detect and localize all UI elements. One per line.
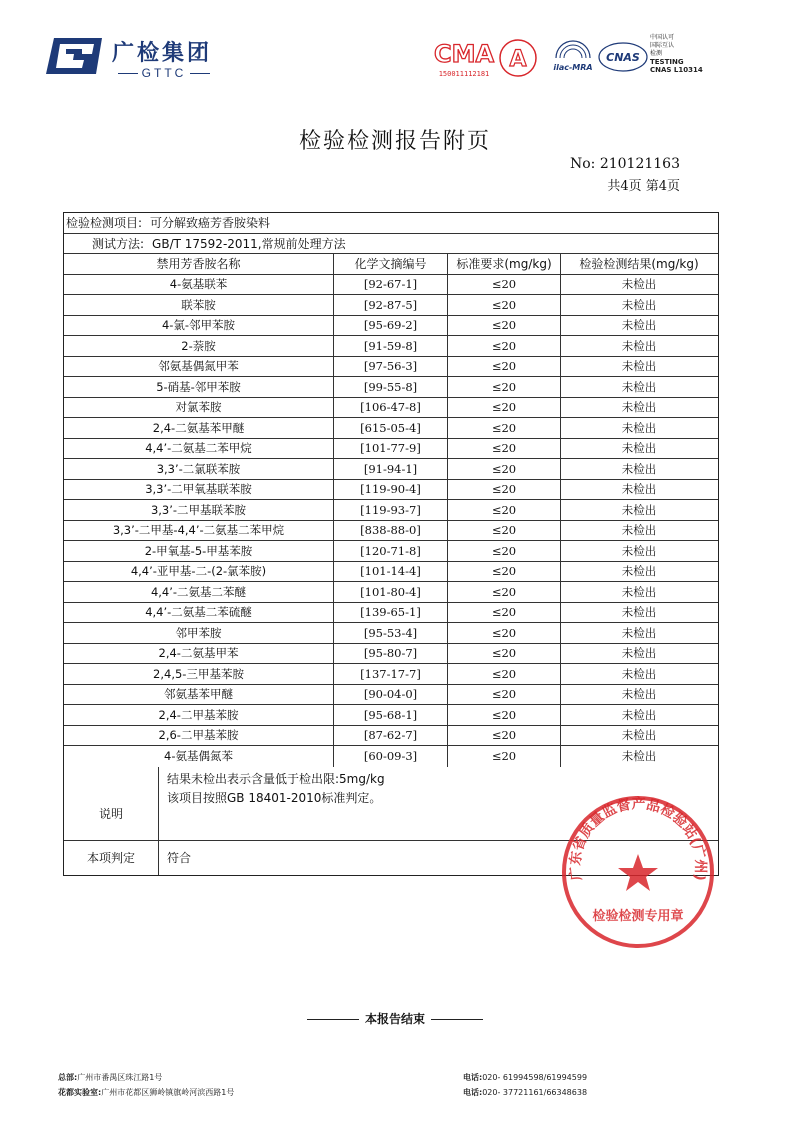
amine-name: 5-硝基-邻甲苯胺 (64, 377, 334, 397)
table-row (64, 746, 718, 767)
cas-number: [139-65-1] (334, 603, 448, 623)
amine-name: 4,4’-二氨基二苯硫醚 (64, 603, 334, 623)
svg-text:广东省质量监督产品检验站(广州): 广东省质量监督产品检验站(广州) (567, 796, 709, 882)
result-value: 未检出 (621, 297, 657, 312)
footer-phones: 电话:020- 61994598/61994599 电话:020- 37721161/66348638 (463, 1073, 588, 1097)
result-value: 未检出 (621, 707, 657, 722)
cas-number: [119-90-4] (334, 480, 448, 500)
cas-number: [101-80-4] (334, 582, 448, 602)
limit-value: ≤20 (448, 541, 561, 561)
svg-text:CMA: CMA (433, 40, 495, 68)
svg-text:150011112181: 150011112181 (438, 70, 490, 78)
cas-number: [99-55-8] (334, 377, 448, 397)
amine-name: 2,4,5-三甲基苯胺 (64, 664, 334, 684)
limit-value: ≤20 (448, 316, 561, 336)
result-value: 未检出 (621, 461, 657, 476)
table-row (64, 726, 718, 747)
result-value: 未检出 (621, 523, 657, 538)
gttc-logo-icon (44, 34, 104, 78)
amine-name: 邻甲苯胺 (64, 623, 334, 643)
limit-value: ≤20 (448, 603, 561, 623)
result-value: 未检出 (621, 502, 657, 517)
result-value: 未检出 (621, 564, 657, 579)
cas-number: [60-09-3] (334, 746, 448, 767)
report-end-mark: 本报告结束 (0, 1010, 790, 1027)
table-row (64, 377, 718, 398)
amine-name: 4-氨基偶氮苯 (64, 746, 334, 767)
amine-name: 2,4-二甲基苯胺 (64, 705, 334, 725)
cas-number: [119-93-7] (334, 500, 448, 520)
table-row (64, 582, 718, 603)
result-value: 未检出 (621, 728, 657, 743)
limit-value: ≤20 (448, 480, 561, 500)
table-row (64, 459, 718, 480)
table-row (64, 275, 718, 296)
limit-value: ≤20 (448, 664, 561, 684)
result-value: 未检出 (621, 749, 657, 764)
cas-number: [95-69-2] (334, 316, 448, 336)
cas-number: [91-59-8] (334, 336, 448, 356)
table-header-row (64, 254, 718, 275)
table-row (64, 480, 718, 501)
limit-value: ≤20 (448, 685, 561, 705)
cnas-cert-text: 中国认可 国际互认 检测 TESTING CNAS L10314 (650, 34, 703, 74)
page-title: 检验检测报告附页 (298, 129, 491, 154)
amine-name: 3,3’-二氯联苯胺 (64, 459, 334, 479)
amine-name: 2-萘胺 (64, 336, 334, 356)
result-value: 未检出 (621, 441, 657, 456)
table-row (64, 336, 718, 357)
amine-name: 2-甲氧基-5-甲基苯胺 (64, 541, 334, 561)
notes-body: 结果未检出表示含量低于检出限:5mg/kg 该项目按照GB 18401-2010标准判定。 (167, 771, 385, 805)
result-value: 未检出 (621, 625, 657, 640)
cas-number: [92-67-1] (334, 275, 448, 295)
cas-number: [838-88-0] (334, 521, 448, 541)
report-number: No: 210121163 (569, 156, 680, 172)
result-value: 未检出 (621, 605, 657, 620)
table-row (64, 418, 718, 439)
brand-name: 广检集团 (112, 41, 213, 66)
table-row (64, 705, 718, 726)
result-value: 未检出 (621, 584, 657, 599)
col-header-name: 禁用芳香胺名称 (64, 254, 334, 274)
limit-value: ≤20 (448, 746, 561, 767)
amine-name: 3,3’-二甲氧基联苯胺 (64, 480, 334, 500)
result-value: 未检出 (621, 666, 657, 681)
amine-name: 4,4’-二氨基二苯甲烷 (64, 439, 334, 459)
cal-mark-icon (496, 36, 540, 80)
table-row (64, 685, 718, 706)
limit-value: ≤20 (448, 418, 561, 438)
limit-value: ≤20 (448, 705, 561, 725)
cas-number: [91-94-1] (334, 459, 448, 479)
brand-en: GTTC (112, 66, 216, 80)
amine-name: 对氯苯胺 (64, 398, 334, 418)
limit-value: ≤20 (448, 726, 561, 746)
footer-addresses: 总部:广州市番禺区珠江路1号 花都实验室:广州市花都区狮岭镇旗岭河滨西路1号 (58, 1073, 235, 1097)
limit-value: ≤20 (448, 357, 561, 377)
amine-name: 邻氨基偶氮甲苯 (64, 357, 334, 377)
table-row (64, 398, 718, 419)
cma-mark-icon (432, 36, 496, 80)
verdict-value: 符合 (167, 851, 192, 865)
cas-number: [95-68-1] (334, 705, 448, 725)
ilac-mra-icon (550, 36, 596, 80)
cas-number: [95-53-4] (334, 623, 448, 643)
result-value: 未检出 (621, 482, 657, 497)
svg-text:ilac-MRA: ilac-MRA (553, 63, 593, 72)
svg-text:A: A (509, 47, 527, 72)
result-value: 未检出 (621, 359, 657, 374)
results-table (63, 212, 719, 876)
table-row (64, 541, 718, 562)
amine-name: 4,4’-二氨基二苯醚 (64, 582, 334, 602)
limit-value: ≤20 (448, 562, 561, 582)
result-value: 未检出 (621, 420, 657, 435)
table-row (64, 295, 718, 316)
amine-name: 3,3’-二甲基-4,4’-二氨基二苯甲烷 (64, 521, 334, 541)
table-row (64, 521, 718, 542)
limit-value: ≤20 (448, 500, 561, 520)
test-item-row: 检验检测项目: 可分解致癌芳香胺染料 (64, 213, 718, 234)
table-row (64, 562, 718, 583)
cas-number: [101-14-4] (334, 562, 448, 582)
col-header-cas: 化学文摘编号 (334, 254, 448, 274)
table-row (64, 664, 718, 685)
cas-number: [120-71-8] (334, 541, 448, 561)
amine-name: 2,4-二氨基甲苯 (64, 644, 334, 664)
table-row (64, 316, 718, 337)
amine-name: 2,6-二甲基苯胺 (64, 726, 334, 746)
result-value: 未检出 (621, 379, 657, 394)
limit-value: ≤20 (448, 644, 561, 664)
limit-value: ≤20 (448, 582, 561, 602)
result-value: 未检出 (621, 687, 657, 702)
limit-value: ≤20 (448, 295, 561, 315)
result-value: 未检出 (621, 400, 657, 415)
table-row (64, 644, 718, 665)
limit-value: ≤20 (448, 439, 561, 459)
table-row (64, 357, 718, 378)
table-row (64, 500, 718, 521)
amine-name: 4-氨基联苯 (64, 275, 334, 295)
table-row (64, 439, 718, 460)
cas-number: [137-17-7] (334, 664, 448, 684)
test-method-row: 测试方法: GB/T 17592-2011,常规前处理方法 (64, 234, 718, 255)
amine-name: 邻氨基苯甲醚 (64, 685, 334, 705)
limit-value: ≤20 (448, 275, 561, 295)
cas-number: [87-62-7] (334, 726, 448, 746)
limit-value: ≤20 (448, 521, 561, 541)
svg-text:检验检测专用章: 检验检测专用章 (592, 909, 684, 924)
result-value: 未检出 (621, 646, 657, 661)
cas-number: [101-77-9] (334, 439, 448, 459)
limit-value: ≤20 (448, 459, 561, 479)
cas-number: [97-56-3] (334, 357, 448, 377)
verdict-label: 本项判定 (64, 841, 159, 875)
amine-name: 3,3’-二甲基联苯胺 (64, 500, 334, 520)
limit-value: ≤20 (448, 398, 561, 418)
cnas-icon (598, 42, 648, 72)
cas-number: [106-47-8] (334, 398, 448, 418)
amine-name: 联苯胺 (64, 295, 334, 315)
table-row (64, 623, 718, 644)
col-header-result: 检验检测结果(mg/kg) (579, 257, 699, 272)
result-value: 未检出 (621, 543, 657, 558)
limit-value: ≤20 (448, 623, 561, 643)
svg-text:CNAS: CNAS (606, 51, 640, 64)
result-value: 未检出 (621, 277, 657, 292)
inspection-seal-icon (558, 792, 718, 952)
table-row (64, 603, 718, 624)
result-value: 未检出 (621, 338, 657, 353)
cas-number: [90-04-0] (334, 685, 448, 705)
limit-value: ≤20 (448, 377, 561, 397)
amine-name: 2,4-二氨基苯甲醚 (64, 418, 334, 438)
amine-name: 4-氯-邻甲苯胺 (64, 316, 334, 336)
cas-number: [95-80-7] (334, 644, 448, 664)
page-count: 共4页 第4页 (607, 179, 680, 194)
cas-number: [92-87-5] (334, 295, 448, 315)
cas-number: [615-05-4] (334, 418, 448, 438)
amine-name: 4,4’-亚甲基-二-(2-氯苯胺) (64, 562, 334, 582)
notes-label: 说明 (64, 767, 159, 840)
result-value: 未检出 (621, 318, 657, 333)
col-header-limit: 标准要求(mg/kg) (448, 254, 561, 274)
limit-value: ≤20 (448, 336, 561, 356)
